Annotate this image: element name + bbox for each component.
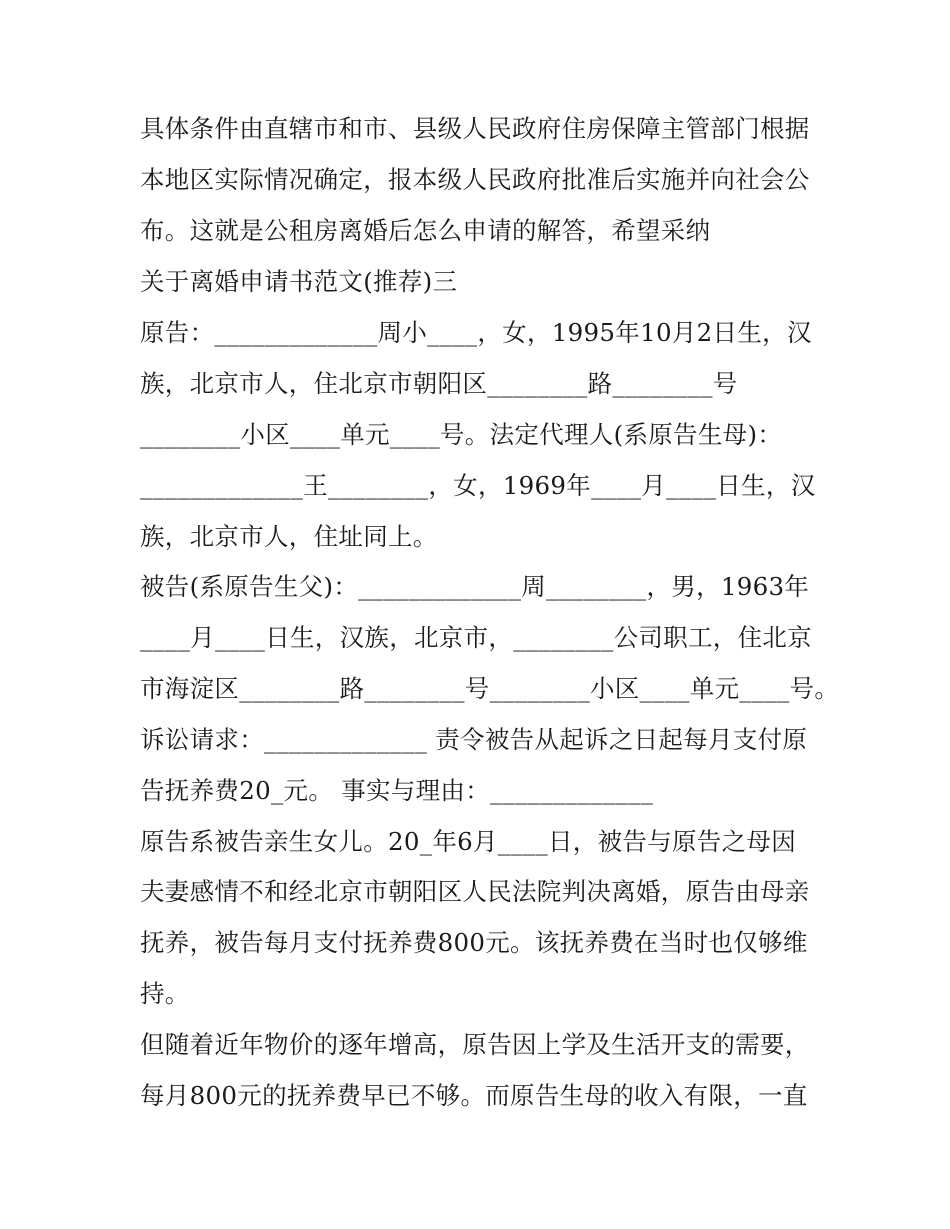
text-line-20: 每月800元的抚养费早已不够。而原告生母的收入有限，一直 [140, 1081, 808, 1110]
text-line-3: 布。这就是公租房离婚后怎么申请的解答，希望采纳 [140, 216, 711, 245]
text-line-16: 夫妻感情不和经北京市朝阳区人民法院判决离婚，原告由母亲 [140, 877, 810, 906]
text-line-10: 被告(系原告生父)：_____________周________，男，1963年 [140, 572, 810, 601]
text-line-7: ________小区____单元____号。法定代理人(系原告生母)： [140, 420, 783, 449]
text-line-11: ____月____日生，汉族，北京市，________公司职工，住北京 [140, 623, 812, 652]
text-line-8: _____________王________，女，1969年____月____日生，汉 [140, 471, 816, 500]
text-line-19: 但随着近年物价的逐年增高，原告因上学及生活开支的需要， [140, 1030, 810, 1059]
text-line-9: 族，北京市人，住址同上。 [140, 522, 438, 551]
text-line-17: 抚养，被告每月支付抚养费800元。该抚养费在当时也仅够维 [140, 928, 808, 957]
text-line-14: 告抚养费20_元。 事实与理由：_____________ [140, 776, 654, 805]
text-line-6: 族，北京市人，住北京市朝阳区________路________号 [140, 369, 738, 398]
text-line-15: 原告系被告亲生女儿。20_年6月____日，被告与原告之母因 [140, 827, 797, 856]
text-line-12: 市海淀区________路________号________小区____单元____号。 [140, 674, 840, 703]
text-line-18: 持。 [140, 979, 190, 1008]
text-line-2: 本地区实际情况确定，报本级人民政府批准后实施并向社会公 [140, 165, 810, 194]
text-line-1: 具体条件由直辖市和市、县级人民政府住房保障主管部门根据 [140, 114, 810, 143]
section-heading: 关于离婚申请书范文(推荐)三 [140, 267, 458, 296]
text-line-5: 原告：_____________周小____，女，1995年10月2日生，汉 [140, 318, 812, 347]
text-line-13: 诉讼请求：_____________ 责令被告从起诉之日起每月支付原 [140, 725, 808, 754]
